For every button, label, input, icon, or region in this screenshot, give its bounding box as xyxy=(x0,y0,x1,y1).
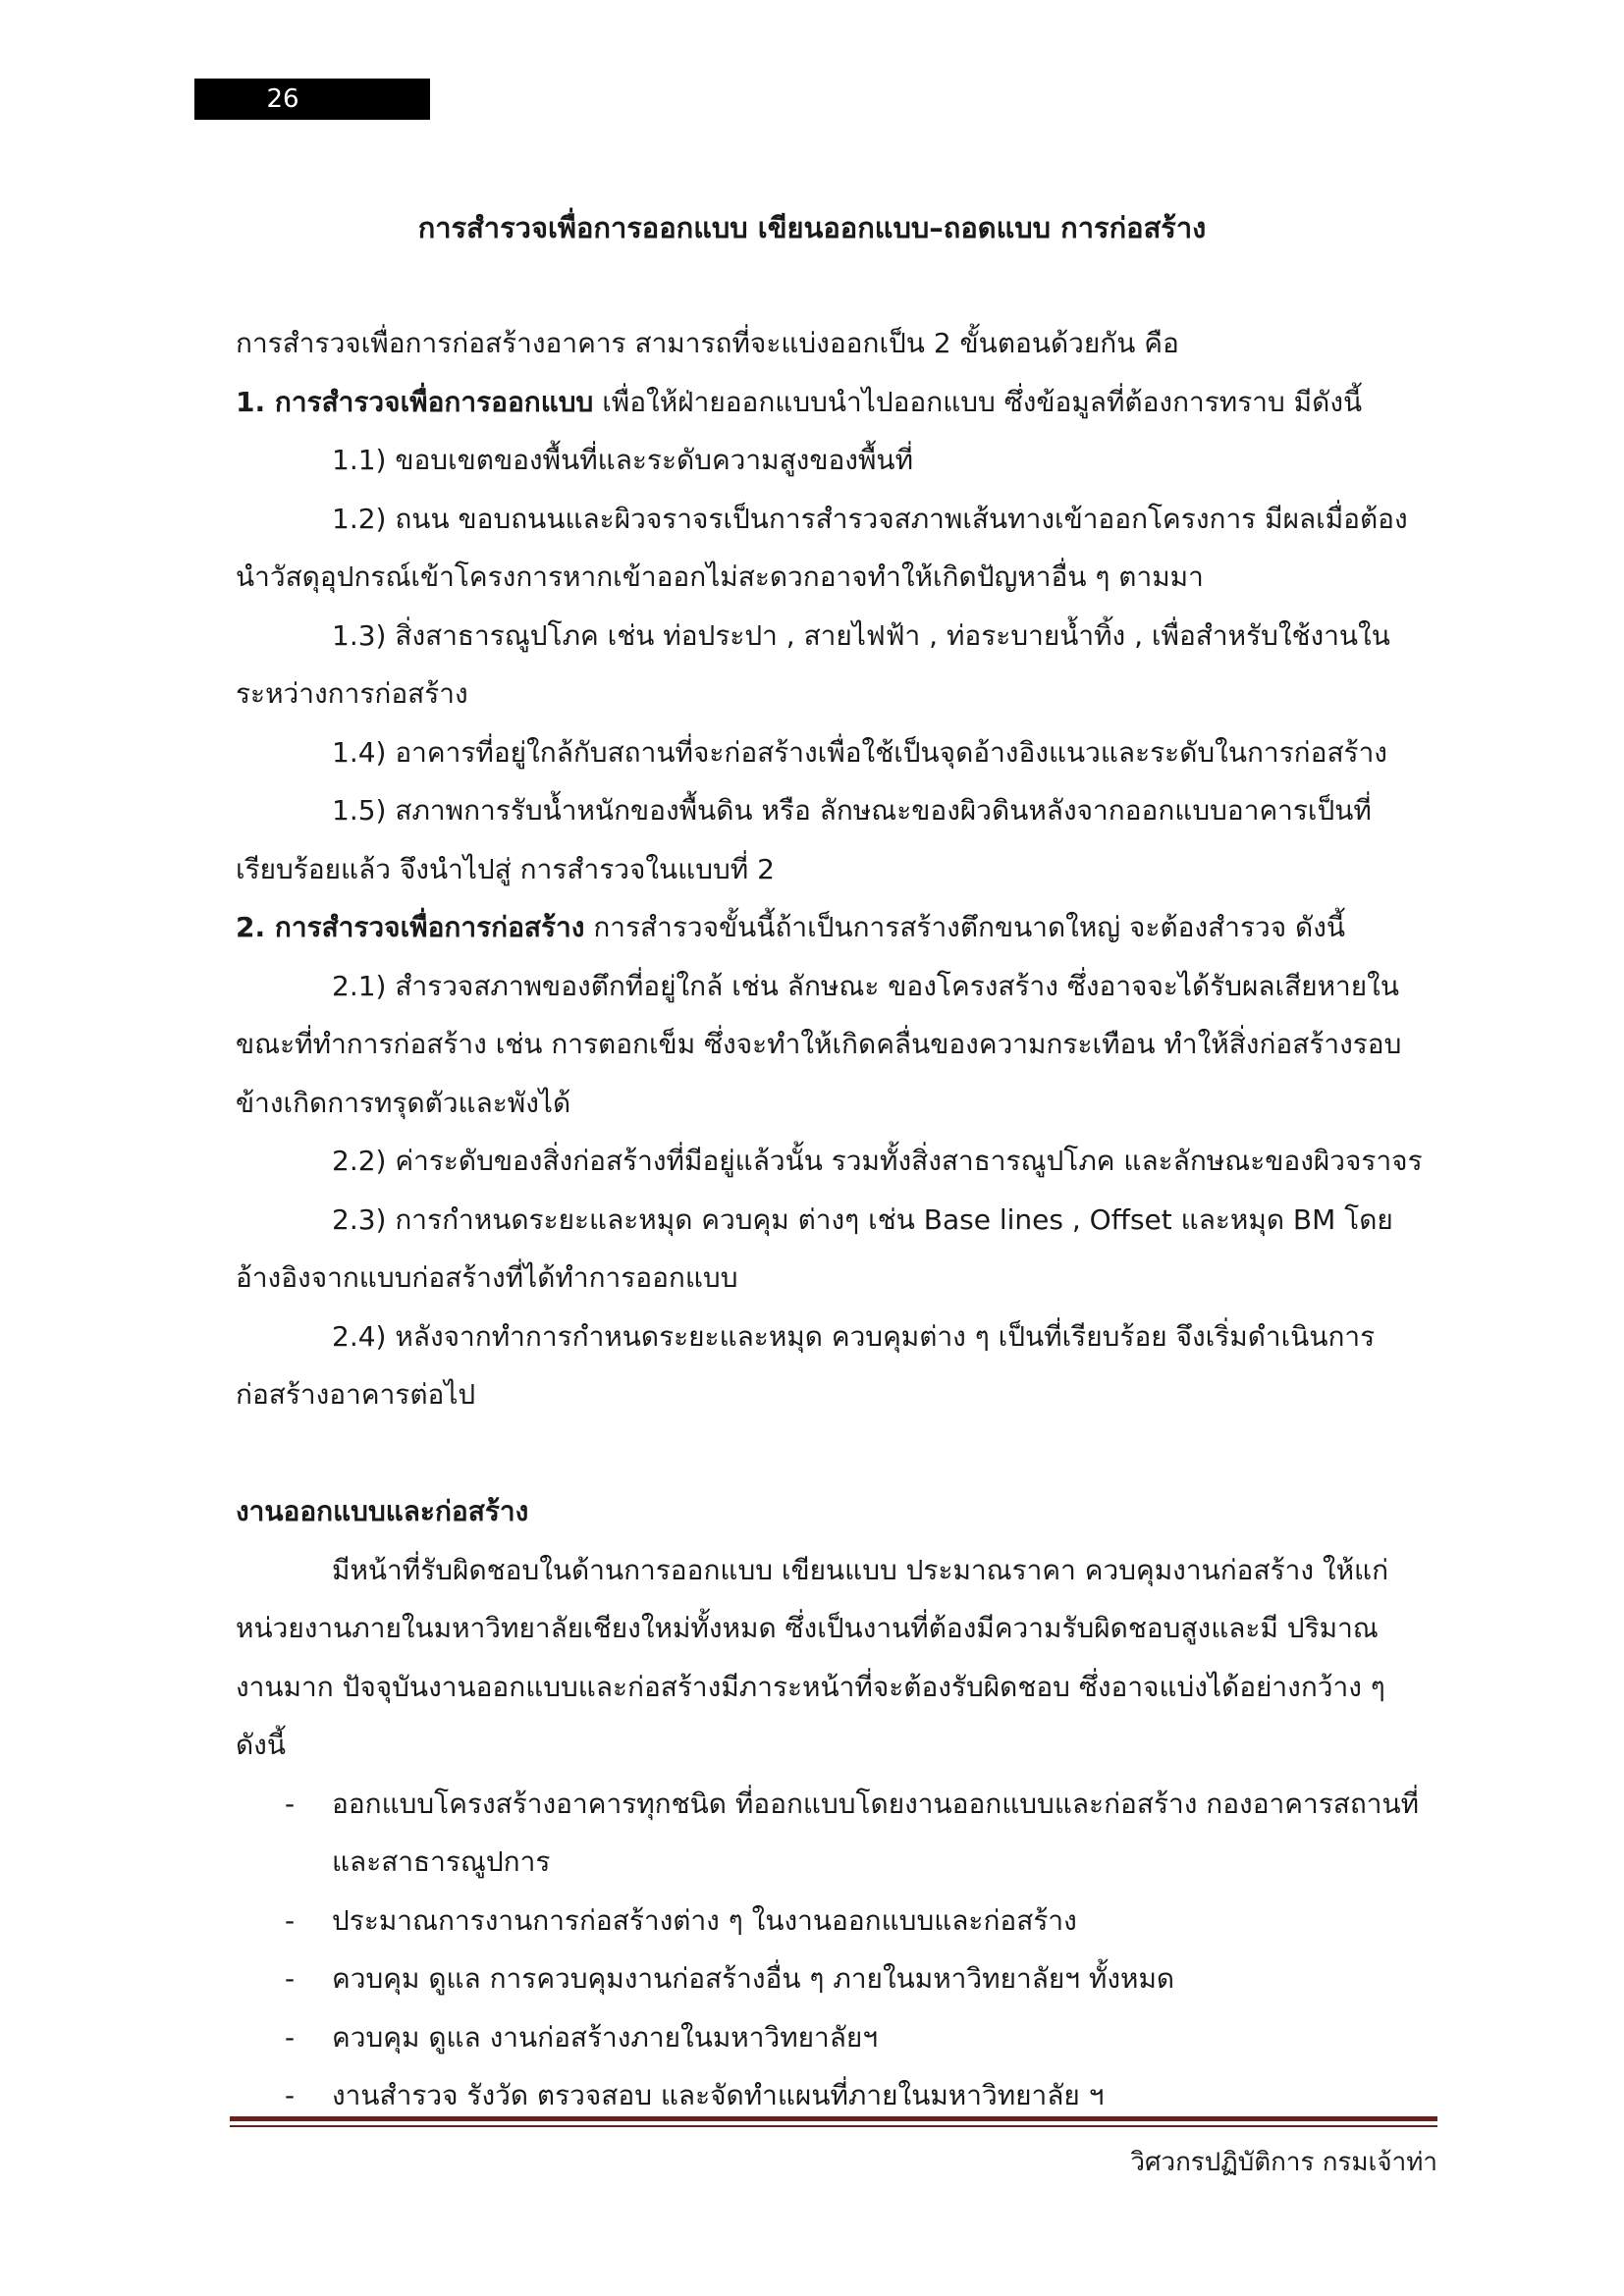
section-3-paragraph: มีหน้าที่รับผิดชอบในด้านการออกแบบ เขียนแบบ ประมาณราคา ควบคุมงานก่อสร้าง ให้แก่หน่วยงานภายในมหาวิทยาลัยเชียงใหม่ทั้งหมด ซึ่งเป็นงานที่ต้องมีความรับผิดชอบสูงและมี ปริมาณงานมาก ปัจจุบันงานออกแบบและก่อสร้างมีภาระหน้าที่จะต้องรับผิดชอบ ซึ่งอาจแบ่งได้อย่างกว้าง ๆ ดังนี้ xyxy=(236,1553,1389,1761)
document-title: การสำรวจเพื่อการออกแบบ เขียนออกแบบ–ถอดแบบ การก่อสร้าง xyxy=(417,211,1207,244)
footer-rule-thin xyxy=(230,2125,1437,2127)
list-item xyxy=(236,1949,1424,2008)
list-item-text: งานสำรวจ รังวัด ตรวจสอบ และจัดทำแผนที่ภายในมหาวิทยาลัย ฯ xyxy=(332,2079,1105,2111)
section-1-item: 1.5) สภาพการรับน้ำหนักของพื้นดิน หรือ ลักษณะของผิวดินหลังจากออกแบบอาคารเป็นที่เรียบร้อยแล้ว จึงนำไปสู่ การสำรวจในแบบที่ 2 xyxy=(236,794,1372,885)
section-1-item: 1.2) ถนน ขอบถนนและผิวจราจรเป็นการสำรวจสภาพเส้นทางเข้าออกโครงการ มีผลเมื่อต้องนำวัสดุอุปกรณ์เข้าโครงการหากเข้าออกไม่สะดวกอาจทำให้เกิดปัญหาอื่น ๆ ตามมา xyxy=(236,502,1408,593)
section-2-item: 2.2) ค่าระดับของสิ่งก่อสร้างที่มีอยู่แล้วนั้น รวมทั้งสิ่งสาธารณูปโภค และลักษณะของผิวจราจร xyxy=(332,1145,1423,1177)
section-2-text: การสำรวจขั้นนี้ถ้าเป็นการสร้างตึกขนาดใหญ่ จะต้องสำรวจ ดังนี้ xyxy=(584,911,1346,943)
section-2-item: 2.3) การกำหนดระยะและหมุด ควบคุม ต่างๆ เช่น Base lines , Offset และหมุด BM โดยอ้างอิงจากแบบก่อสร้างที่ได้ทำการออกแบบ xyxy=(236,1202,1393,1294)
list-item xyxy=(236,1775,1424,1892)
bullet-dash: - xyxy=(285,1787,296,1820)
section-1-text: เพื่อให้ฝ่ายออกแบบนำไปออกแบบ ซึ่งข้อมูลที่ต้องการทราบ มีดังนี้ xyxy=(593,385,1363,418)
bullet-dash: - xyxy=(285,2079,296,2111)
intro-paragraph: การสำรวจเพื่อการก่อสร้างอาคาร สามารถที่จะแบ่งออกเป็น 2 ขั้นตอนด้วยกัน คือ xyxy=(236,327,1179,359)
section-2-heading: 2. การสำรวจเพื่อการก่อสร้าง xyxy=(236,911,585,943)
bullet-dash: - xyxy=(285,2020,296,2054)
section-1-heading-line xyxy=(236,373,1424,432)
section-1-item: 1.4) อาคารที่อยู่ใกล้กับสถานที่จะก่อสร้างเพื่อใช้เป็นจุดอ้างอิงแนวและระดับในการก่อสร้าง xyxy=(332,735,1387,769)
list-item xyxy=(236,1892,1424,1950)
bullet-dash: - xyxy=(285,1903,296,1937)
section-3-heading: งานออกแบบและก่อสร้าง xyxy=(236,1495,529,1527)
section-1-item: 1.3) สิ่งสาธารณูปโภค เช่น ท่อประปา , สายไฟฟ้า , ท่อระบายน้ำทิ้ง , เพื่อสำหรับใช้งานในระหว่างการก่อสร้าง xyxy=(236,618,1390,710)
list-item xyxy=(236,2008,1424,2067)
section-2-item: 2.1) สำรวจสภาพของตึกที่อยู่ใกล้ เช่น ลักษณะ ของโครงสร้าง ซึ่งอาจจะได้รับผลเสียหายในขณะที่ทำการก่อสร้าง เช่น การตอกเข็ม ซึ่งจะทำให้เกิดคลื่นของความกระเทือน ทำให้สิ่งก่อสร้างรอบข้างเกิดการทรุดตัวและพังได้ xyxy=(236,969,1402,1119)
page-number-badge xyxy=(194,79,430,120)
list-item-text: ประมาณการงานการก่อสร้างต่าง ๆ ในงานออกแบบและก่อสร้าง xyxy=(332,1903,1077,1937)
document-body xyxy=(236,314,1424,2125)
section-1-heading: 1. การสำรวจเพื่อการออกแบบ xyxy=(236,385,594,418)
footer-organization: วิศวกรปฏิบัติการ กรมเจ้าท่า xyxy=(1130,2148,1437,2177)
list-item-text: ควบคุม ดูแล งานก่อสร้างภายในมหาวิทยาลัยฯ xyxy=(332,2020,879,2054)
section-1-item: 1.1) ขอบเขตของพื้นที่และระดับความสูงของพื้นที่ xyxy=(332,444,914,476)
list-item-text: ออกแบบโครงสร้างอาคารทุกชนิด ที่ออกแบบโดยงานออกแบบและก่อสร้าง กองอาคารสถานที่และสาธารณูปการ xyxy=(332,1787,1420,1878)
section-2-item: 2.4) หลังจากทำการกำหนดระยะและหมุด ควบคุมต่าง ๆ เป็นที่เรียบร้อย จึงเริ่มดำเนินการก่อสร้างอาคารต่อไป xyxy=(236,1319,1376,1411)
bullet-dash: - xyxy=(285,1962,296,1995)
duties-list xyxy=(236,1775,1424,2125)
page-number: 26 xyxy=(266,84,299,114)
footer-rule-thick xyxy=(230,2116,1437,2121)
list-item-text: ควบคุม ดูแล การควบคุมงานก่อสร้างอื่น ๆ ภายในมหาวิทยาลัยฯ ทั้งหมด xyxy=(332,1962,1175,1995)
section-2-heading-line xyxy=(236,898,1424,957)
